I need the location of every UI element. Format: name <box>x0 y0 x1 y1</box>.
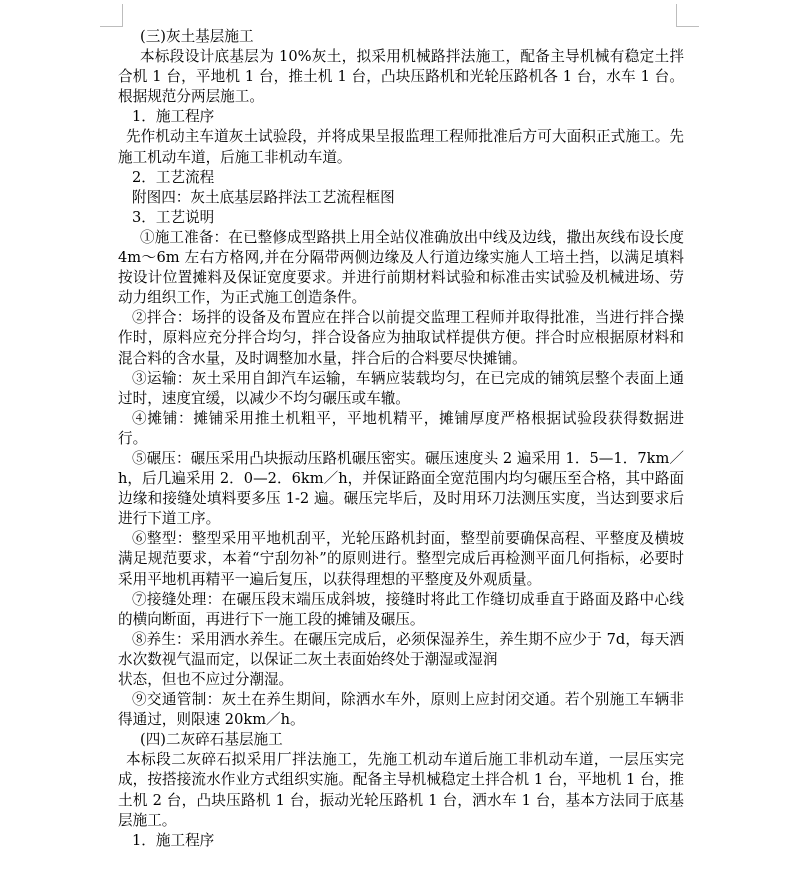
paragraph: 状态，但也不应过分潮湿。 <box>118 671 294 688</box>
list-item: ⑧养生：采用洒水养生。在碾压完成后，必须保湿养生，养生期不应少于 7d，每天洒水次数视气温而定，以保证二灰土表面始终处于潮湿或湿润 <box>118 630 684 668</box>
list-item: ②拌合：场拌的设备及布置应在拌合以前提交监理工程师并取得批准，当进行拌合操作时，原料应充分拌合均匀，拌合设备应为抽取试样提供方便。拌合时应根据原材料和混合料的含水量，及时调整加水量，拌合后的合料要尽快摊铺。 <box>118 309 684 367</box>
list-item: ③运输：灰土采用自卸汽车运输，车辆应装载均匀，在已完成的铺筑层整个表面上通过时，速度宜缓，以减少不均匀碾压或车辙。 <box>118 369 684 407</box>
list-item: ④摊铺：摊铺采用推土机粗平，平地机精平，摊铺厚度严格根据试验段获得数据进行。 <box>118 409 684 447</box>
list-item: ⑦接缝处理：在碾压段末端压成斜坡，接缝时将此工作缝切成垂直于路面及路中心线的横向断面，再进行下一施工段的摊铺及碾压。 <box>118 590 684 628</box>
page-corner-mark-left <box>100 4 123 27</box>
list-item: ⑥整型：整型采用平地机刮平，光轮压路机封面，整型前要确保高程、平整度及横坡满足规范要求，本着“宁刮勿补”的原则进行。整型完成后再检测平面几何指标，必要时采用平地机再精平一遍后复压，以获得理想的平整度及外观质量。 <box>118 530 684 588</box>
document-page <box>118 27 684 851</box>
section-heading: (四)二灰碎石基层施工 <box>140 731 283 749</box>
list-item: ⑨交通管制：灰土在养生期间，除洒水车外，原则上应封闭交通。若个别施工车辆非得通过，则限速 20km／h。 <box>118 691 684 729</box>
page-corner-mark-right <box>676 4 699 27</box>
sub-heading: 3．工艺说明 <box>132 208 215 226</box>
sub-heading: 2．工艺流程 <box>132 168 215 186</box>
paragraph: 本标段二灰碎石拟采用厂拌法施工，先施工机动车道后施工非机动车道，一层压实完成，按搭接流水作业方式组织实施。配备主导机械稳定土拌合机 1 台，平地机 1 台，推土机 2 台，凸块压路机 1 台，振动光轮压路机 1 台，洒水车 1 台，基本方法同于底基层施工。 <box>118 751 684 829</box>
list-item: ⑤碾压：碾压采用凸块振动压路机碾压密实。碾压速度头 2 遍采用 1．5—1．7km／h，后几遍采用 2．0—2．6km／h，并保证路面全宽范围内均匀碾压至合格，其中路面边缘和接缝处填料要多压 1-2 遍。碾压完毕后，及时用环刀法测压实度，当达到要求后进行下道工序。 <box>118 449 684 528</box>
paragraph: 附图四：灰土底基层路拌法工艺流程框图 <box>132 188 395 206</box>
list-item: ①施工准备：在已整修成型路拱上用全站仪准确放出中线及边线，撒出灰线布设长度 4m～6m 左右方格网,并在分隔带两侧边缘及人行道边缘实施人工培土挡，以满足填料按设计位置摊料及保证宽度要求。并进行前期材料试验和标准击实试验及机械进场、劳动力组织工作，为正式施工创造条件。 <box>118 228 684 307</box>
paragraph: 先作机动主车道灰土试验段，并将成果呈报监理工程师批准后方可大面积正式施工。先施工机动车道，后施工非机动车道。 <box>118 128 684 166</box>
section-heading: (三)灰土基层施工 <box>140 28 254 45</box>
sub-heading: 1．施工程序 <box>132 831 215 849</box>
paragraph: 本标段设计底基层为 10%灰土，拟采用机械路拌法施工，配备主导机械有稳定土拌合机 1 台，平地机 1 台，推土机 1 台，凸块压路机和光轮压路机各 1 台，水车 1 台。根据规范分两层施工。 <box>118 48 684 106</box>
sub-heading: 1．施工程序 <box>132 108 215 126</box>
